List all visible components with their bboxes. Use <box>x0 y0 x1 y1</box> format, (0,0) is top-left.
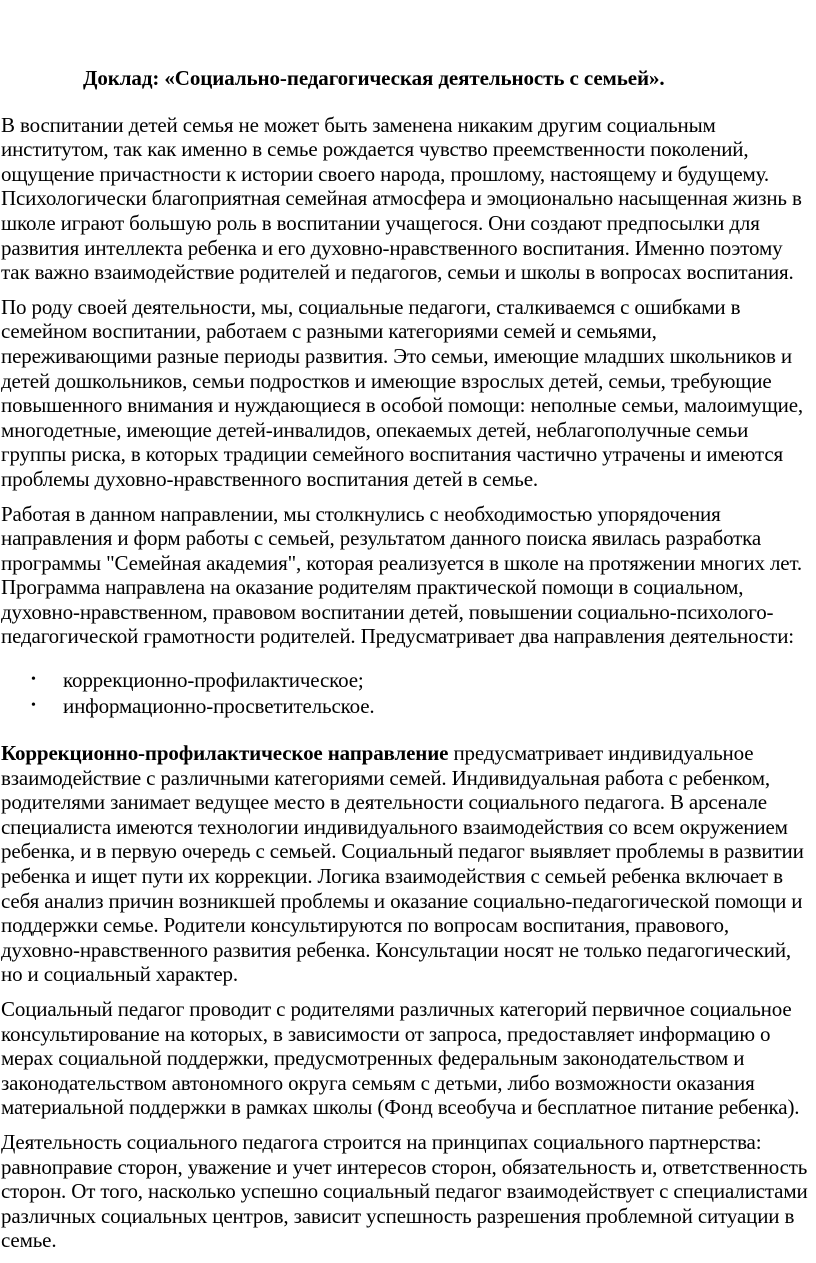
section-heading: Коррекционно-профилактическое направление <box>1 741 449 766</box>
section-text: предусматривает индивидуальное взаимодействие с различными категориями семей. Индивидуальная работа с ребенком, родителями занимает ведущее место в деятельности социального педагога. В арсенале специалиста имеются технологии индивидуального взаимодействия со всем окружением ребенка, и в первую очередь с семьей. Социальный педагог выявляет проблемы в развитии ребенка и ищет пути их коррекции. Логика взаимодействия с семьей ребенка включает в себя анализ причин возникшей проблемы и оказание социально-педагогической помощи и поддержки семье. Родители консультируются по вопросам воспитания, правового, духовно-нравственного развития ребенка. Консультации носят не только педагогический, но и социальный характер. <box>1 741 804 987</box>
bullet-icon: • <box>31 672 36 688</box>
paragraph-intro: В воспитании детей семья не может быть заменена никаким другим социальным институтом, так как именно в семье рождается чувство преемственности поколений, ощущение причастности к истории своего народа, прошлому, настоящему и будущему. Психологически благоприятная семейная атмосфера и эмоционально насыщенная жизнь в школе играют большую роль в воспитании учащегося. Они создают предпосылки для развития интеллекта ребенка и его духовно-нравственного воспитания. Именно поэтому так важно взаимодействие родителей и педагогов, семьи и школы в вопросах воспитания. <box>1 112 802 285</box>
list-item-label: коррекционно-профилактическое; <box>63 668 364 693</box>
bullet-icon: • <box>31 698 36 714</box>
paragraph-correction-direction <box>1 741 812 987</box>
list-item <box>1 667 812 693</box>
paragraph-partnership: Деятельность социального педагога строится на принципах социального партнерства: равноправие сторон, уважение и учет интересов сторон, обязательность и, ответственность сторон. От того, насколько успешно социальный педагог взаимодействует с специалистами различных социальных центров, зависит успешность разрешения проблемной ситуации в семье. <box>1 1129 808 1253</box>
paragraph-program: Работая в данном направлении, мы столкнулись с необходимостью упорядочения направления и форм работы с семьей, результатом данного поиска явилась разработка программы "Семейная академия", которая реализуется в школе на протяжении многих лет. Программа направлена на оказание родителям практической помощи в социальном, духовно-нравственном, правовом воспитании детей, повышении социально-психолого-педагогической грамотности родителей. Предусматривает два направления деятельности: <box>1 501 802 649</box>
paragraph-consulting: Социальный педагог проводит с родителями различных категорий первичное социальное консультирование на которых, в зависимости от запроса, предоставляет информацию о мерах социальной поддержки, предусмотренных федеральным законодательством и законодательством автономного округа семьям с детьми, либо возможности оказания материальной поддержки в рамках школы (Фонд всеобуча и бесплатное питание ребенка). <box>1 997 800 1120</box>
list-item <box>1 693 812 719</box>
directions-list <box>1 667 812 719</box>
list-item-label: информационно-просветительское. <box>63 694 375 719</box>
document-page <box>0 66 816 1263</box>
paragraph-family-categories: По роду своей деятельности, мы, социальные педагоги, сталкиваемся с ошибками в семейном воспитании, работаем с разными категориями семей и семьями, переживающими разные периоды развития. Это семьи, имеющие младших школьников и детей дошкольников, семьи подростков и имеющие взрослых детей, семьи, требующие повышенного внимания и нуждающиеся в особой помощи: неполные семьи, малоимущие, многодетные, имеющие детей-инвалидов, опекаемых детей, неблагополучные семьи группы риска, в которых традиции семейного воспитания частично утрачены и имеются проблемы духовно-нравственного воспитания детей в семье. <box>1 294 803 491</box>
document-title: Доклад: «Социально-педагогическая деятельность с семьей». <box>83 66 665 90</box>
